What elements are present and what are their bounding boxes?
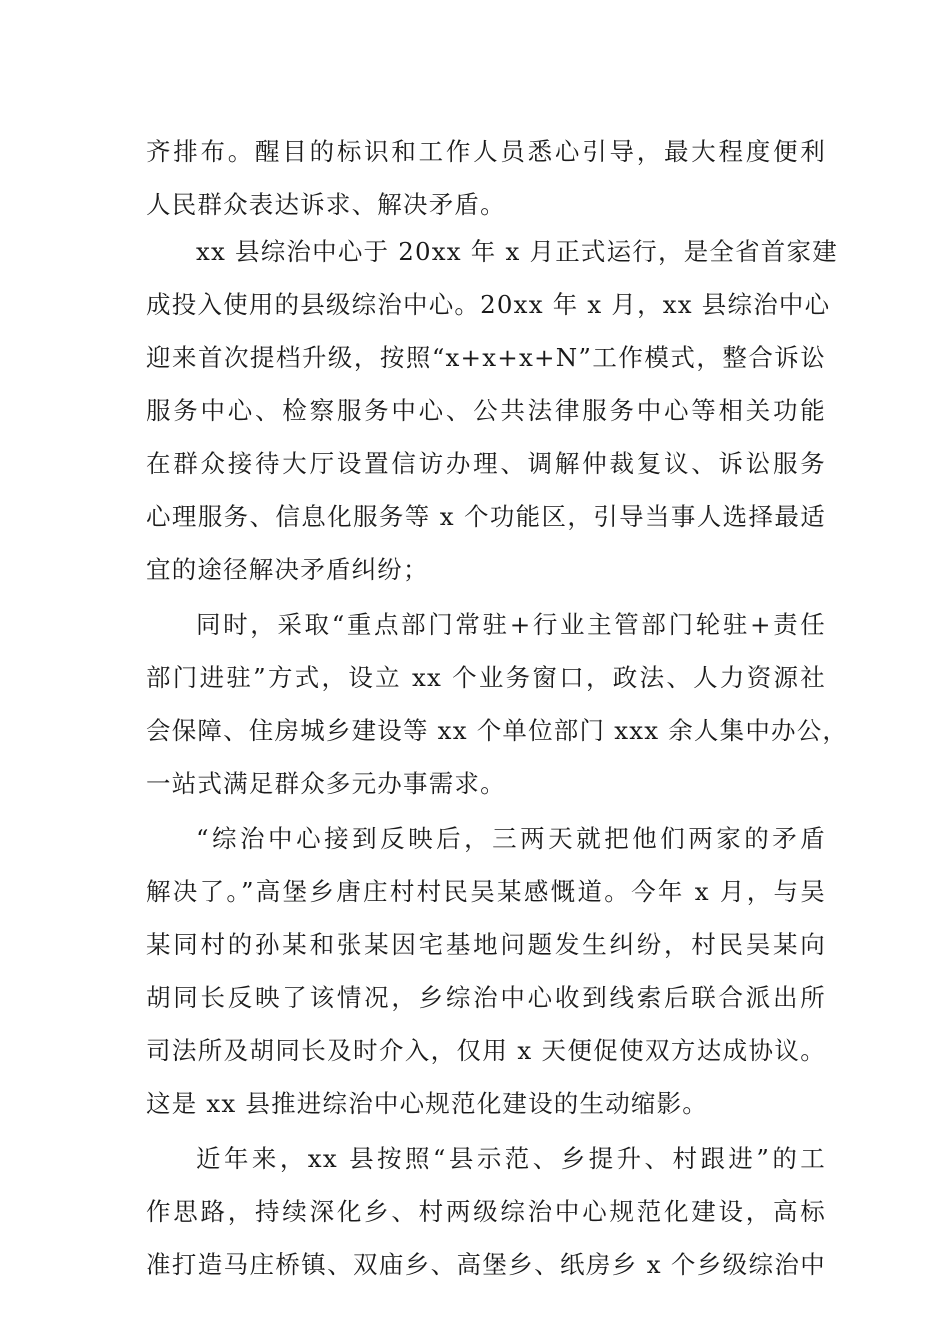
text-line: 齐排布。醒目的标识和工作人员悉心引导，最大程度便利 xyxy=(146,137,826,166)
text-line: 宜的途径解决矛盾纠纷； xyxy=(146,555,429,584)
text-line: 成投入使用的县级综治中心。20xx 年 x 月，xx 县综治中心 xyxy=(146,290,831,319)
text-line: xx 县综治中心于 20xx 年 x 月正式运行，是全省首家建 xyxy=(196,237,838,266)
text-line: 服务中心、检察服务中心、公共法律服务中心等相关功能 xyxy=(146,396,826,425)
text-line: 一站式满足群众多元办事需求。 xyxy=(146,769,506,798)
text-line: 人民群众表达诉求、解决矛盾。 xyxy=(146,190,506,219)
text-line: 近年来，xx 县按照“县示范、乡提升、村跟进”的工 xyxy=(196,1144,826,1173)
text-line: 司法所及胡同长及时介入，仅用 x 天便促使双方达成协议。 xyxy=(146,1036,826,1065)
text-line: 同时，采取“重点部门常驻+行业主管部门轮驻+责任 xyxy=(196,610,826,639)
text-line: 部门进驻”方式，设立 xx 个业务窗口，政法、人力资源社 xyxy=(146,663,826,692)
text-line: 在群众接待大厅设置信访办理、调解仲裁复议、诉讼服务 xyxy=(146,449,826,478)
text-line: 迎来首次提档升级，按照“x+x+x+N”工作模式，整合诉讼 xyxy=(146,343,826,372)
text-line: 解决了。”高堡乡唐庄村村民吴某感慨道。今年 x 月，与吴 xyxy=(146,877,826,906)
text-line: 会保障、住房城乡建设等 xx 个单位部门 xxx 余人集中办公， xyxy=(146,716,849,745)
text-line: 作思路，持续深化乡、村两级综治中心规范化建设，高标 xyxy=(146,1197,826,1226)
text-line: “综治中心接到反映后，三两天就把他们两家的矛盾 xyxy=(196,824,826,853)
text-line: 这是 xx 县推进综治中心规范化建设的生动缩影。 xyxy=(146,1089,709,1118)
text-line: 胡同长反映了该情况，乡综治中心收到线索后联合派出所 xyxy=(146,983,826,1012)
text-line: 某同村的孙某和张某因宅基地问题发生纠纷，村民吴某向 xyxy=(146,930,826,959)
text-line: 准打造马庄桥镇、双庙乡、高堡乡、纸房乡 x 个乡级综治中 xyxy=(146,1250,826,1279)
text-line: 心理服务、信息化服务等 x 个功能区，引导当事人选择最适 xyxy=(146,502,826,531)
